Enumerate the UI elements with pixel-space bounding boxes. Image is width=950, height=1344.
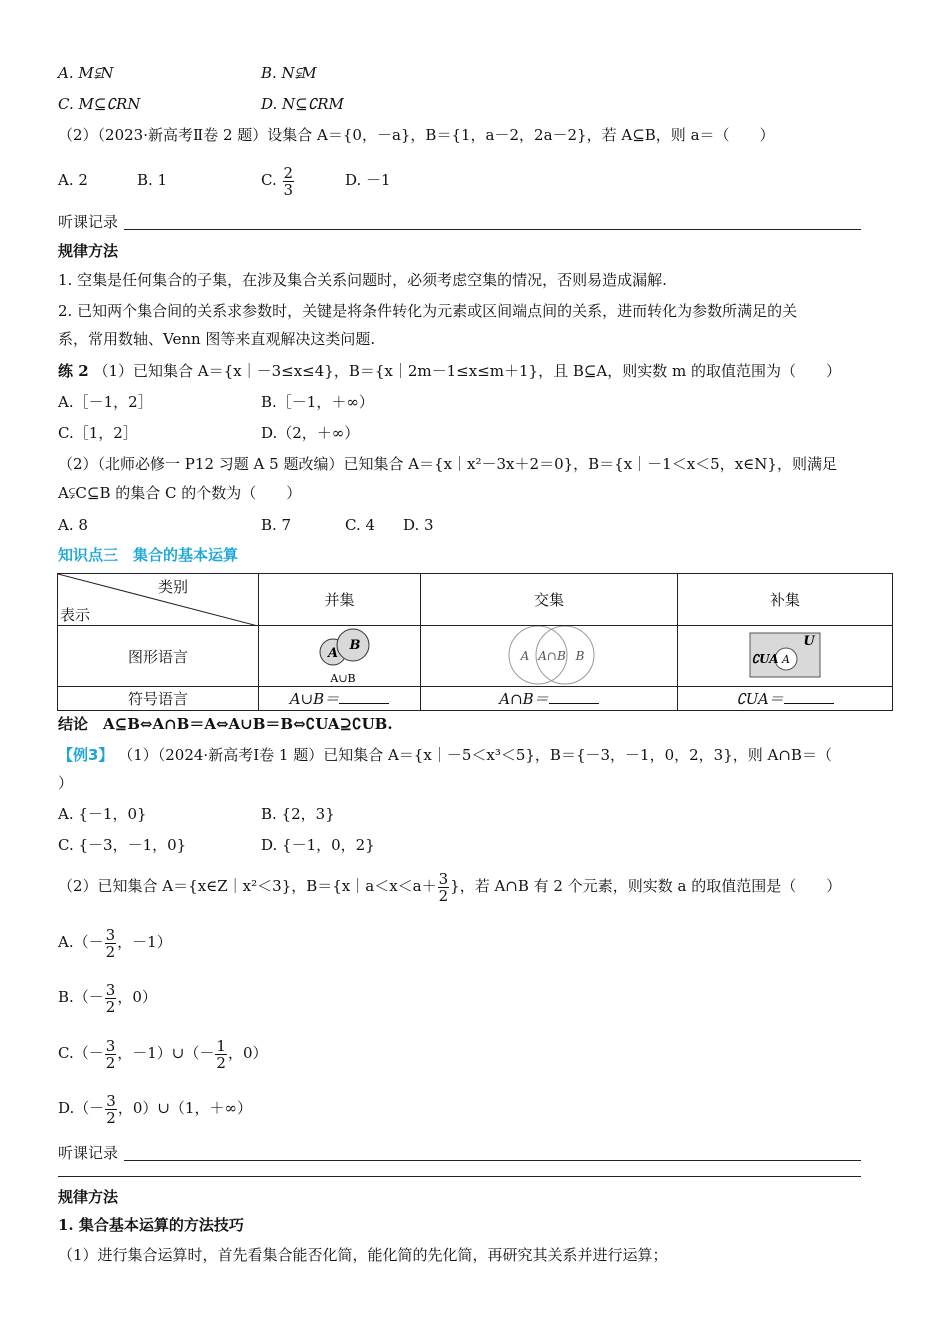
practice-2-option-c: C.［1，2］	[58, 424, 138, 442]
row-graphic-label: 图形语言	[58, 626, 259, 687]
q1-option-b: B. N⫋M	[261, 64, 317, 82]
fraction-numerator: 1	[216, 1036, 226, 1055]
conclusion: 结论 A⊆B⇔A∩B＝A⇔A∪B＝B⇔∁UA⊇∁UB.	[58, 715, 393, 733]
fraction-denominator: 2	[105, 1053, 116, 1072]
practice-2-q2-line-2: A⫋C⊆B 的集合 C 的个数为（ ）	[58, 484, 302, 502]
example-3-q1-line-1: （1）（2024·新高考Ⅰ卷 1 题）已知集合 A＝{x｜－5＜x³＜5}，B＝{－3，－1，0，2，3}，则 A∩B＝（	[118, 746, 832, 764]
symbol-intersection-cell	[421, 687, 678, 711]
q1-option-d: D. N⊆∁RM	[261, 95, 344, 113]
venn-intersection-b-label: B	[575, 649, 585, 663]
notes-label: 听课记录	[58, 213, 119, 231]
venn-union-a-label: A	[327, 646, 339, 661]
example-3-q2-option-a	[58, 922, 172, 962]
method-point-1: 1. 空集是任何集合的子集，在涉及集合关系问题时，必须考虑空集的情况，否则易造成漏解.	[58, 271, 667, 289]
venn-union-b-label: B	[349, 638, 361, 653]
example-3-q2-stem	[58, 866, 841, 906]
header-intersection: 交集	[421, 574, 678, 626]
example-tag: 【例3】	[58, 746, 114, 764]
venn-complement-u-label: U	[803, 634, 815, 649]
practice-2-q2-option-d: D. 3	[403, 516, 434, 534]
practice-2-q2-line-1: （2）（北师必修一 P12 习题 A 5 题改编）已知集合 A＝{x｜x²－3x＋2＝0}，B＝{x｜－1＜x＜5，x∈N}，则满足	[58, 455, 837, 473]
example-3-q2-fraction	[438, 871, 450, 904]
venn-complement-label: ∁UA	[751, 652, 779, 666]
symbol-union-cell	[259, 687, 421, 711]
q1-option-a: A. M⫋N	[58, 64, 114, 82]
method-heading-2: 规律方法	[58, 1188, 119, 1206]
practice-2-q2-option-b: B. 7	[261, 516, 292, 534]
notes-line-3	[58, 1176, 861, 1177]
example-3-option-b: B. {2，3}	[261, 805, 335, 823]
fraction-denominator: 2	[216, 1053, 226, 1072]
q2-option-c-prefix: C.	[261, 171, 277, 189]
answer-blank	[549, 689, 599, 704]
q2-option-d: D. －1	[345, 171, 391, 189]
example-3-q2-option-d	[58, 1088, 252, 1128]
venn-intersection-a-label: A	[520, 649, 530, 663]
practice-2-q2-option-c: C. 4	[345, 516, 376, 534]
venn-complement-a-label: A	[782, 653, 790, 666]
option-c-pre: C.（－	[58, 1044, 104, 1062]
fraction-numerator: 3	[438, 869, 449, 888]
set-operations-table	[57, 573, 893, 711]
venn-complement-cell	[678, 626, 893, 687]
example-3-q2-option-c	[58, 1033, 267, 1073]
option-c-post: ，0）	[227, 1044, 268, 1062]
option-d-pre: D.（－	[58, 1099, 105, 1117]
symbol-complement: ∁UA＝	[736, 690, 784, 708]
fraction-denominator: 2	[438, 886, 449, 905]
row-symbol-label: 符号语言	[58, 687, 259, 711]
venn-union-cell	[259, 626, 421, 687]
symbol-intersection: A∩B＝	[499, 690, 549, 708]
example-3-stem	[58, 745, 832, 765]
method-point-2-line-2: 系，常用数轴、Venn 图等来直观解决这类问题.	[58, 330, 376, 348]
option-c-fraction-2	[215, 1038, 227, 1071]
q2-option-c-fraction	[283, 165, 295, 198]
option-c-mid: ，－1）∪（－	[117, 1044, 215, 1062]
example-3-q1-line-2: ）	[58, 774, 74, 792]
fraction-denominator: 2	[105, 942, 116, 961]
method-point-2-line-1: 2. 已知两个集合间的关系求参数时，关键是将条件转化为元素或区间端点间的关系，进而转化为参数所满足的关	[58, 302, 798, 320]
venn-union-diagram	[259, 626, 420, 686]
corner-top-label: 类别	[158, 578, 189, 596]
notes-line-2	[124, 1160, 861, 1161]
q2-option-b: B. 1	[137, 171, 168, 189]
fraction-numerator: 3	[105, 980, 116, 999]
practice-2-stem	[58, 361, 841, 381]
header-union: 并集	[259, 574, 421, 626]
section-heading: 知识点三 集合的基本运算	[58, 546, 239, 564]
method-2-point-1: （1）进行集合运算时，首先看集合能否化简，能化简的先化简，再研究其关系并进行运算；	[58, 1246, 668, 1264]
example-3-option-d: D. {－1，0，2}	[261, 836, 375, 854]
practice-2-q1: （1）已知集合 A＝{x｜－3≤x≤4}，B＝{x｜2m－1≤x≤m＋1}，且 B⊆A，则实数 m 的取值范围为（ ）	[93, 362, 842, 380]
q2-option-a: A. 2	[58, 171, 88, 189]
example-3-q2-post: }，若 A∩B 有 2 个元素，则实数 a 的取值范围是（ ）	[450, 877, 842, 895]
symbol-union: A∪B＝	[289, 690, 340, 708]
venn-union-caption: A∪B	[330, 672, 356, 685]
option-b-pre: B.（－	[58, 988, 104, 1006]
example-3-option-a: A. {－1，0}	[58, 805, 147, 823]
fraction-numerator: 2	[283, 163, 294, 182]
option-a-fraction	[105, 927, 117, 960]
option-d-post: ，0）∪（1，＋∞）	[117, 1099, 252, 1117]
venn-complement-diagram	[678, 626, 892, 686]
option-b-post: ，0）	[117, 988, 157, 1006]
practice-2-option-b: B.［－1，＋∞）	[261, 393, 374, 411]
option-c-fraction-1	[105, 1038, 117, 1071]
option-b-fraction	[105, 982, 117, 1015]
option-d-fraction	[105, 1093, 117, 1126]
answer-blank	[784, 689, 834, 704]
method-subheading: 1. 集合基本运算的方法技巧	[58, 1216, 244, 1234]
practice-2-q2-option-a: A. 8	[58, 516, 88, 534]
header-complement: 补集	[678, 574, 893, 626]
fraction-numerator: 3	[105, 925, 116, 944]
venn-intersection-diagram	[421, 626, 677, 686]
method-heading: 规律方法	[58, 242, 119, 260]
fraction-denominator: 2	[106, 1108, 116, 1127]
notes-label-2: 听课记录	[58, 1144, 119, 1162]
practice-2-option-a: A.［－1，2］	[58, 393, 153, 411]
fraction-denominator: 2	[105, 997, 116, 1016]
fraction-numerator: 3	[105, 1036, 116, 1055]
example-3-q2-option-b	[58, 977, 157, 1017]
notes-line	[124, 229, 861, 230]
fraction-numerator: 3	[106, 1091, 116, 1110]
symbol-complement-cell	[678, 687, 893, 711]
practice-tag: 练 2	[58, 362, 89, 380]
example-3-option-c: C. {－3，－1，0}	[58, 836, 187, 854]
venn-intersection-middle-label: A∩B	[538, 649, 566, 663]
q2-stem: （2）（2023·新高考Ⅱ卷 2 题）设集合 A＝{0，－a}，B＝{1，a－2，2a－2}，若 A⊆B，则 a＝（ ）	[58, 126, 775, 144]
table-corner-cell	[58, 574, 259, 626]
q2-option-c	[261, 158, 295, 202]
example-3-q2-pre: （2）已知集合 A＝{x∈Z｜x²＜3}，B＝{x｜a＜x＜a＋	[58, 877, 437, 895]
option-a-post: ，－1）	[117, 933, 172, 951]
venn-intersection-cell	[421, 626, 678, 687]
fraction-denominator: 3	[283, 180, 294, 199]
practice-2-option-d: D.（2，＋∞）	[261, 424, 360, 442]
answer-blank	[339, 689, 389, 704]
q1-option-c: C. M⊆∁RN	[58, 95, 141, 113]
corner-bottom-label: 表示	[60, 606, 91, 624]
option-a-pre: A.（－	[58, 933, 104, 951]
